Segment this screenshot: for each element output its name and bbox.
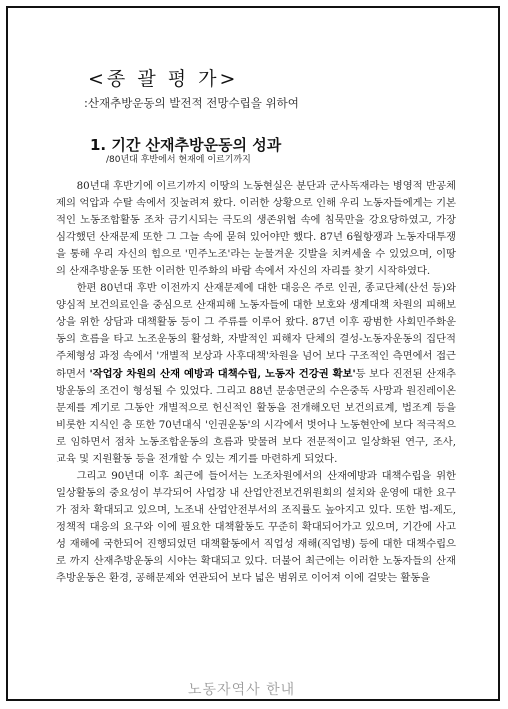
paragraph-2-highlight: '작업장 차원의 산재 예방과 대책수립, 노동자 건강권 확보' (89, 367, 356, 380)
document-subtitle: :산재추방운동의 발전적 전망수립을 위하여 (84, 96, 299, 110)
document-title: <종 괄 평 가> (88, 68, 239, 90)
watermark: 노동자역사 한내 (188, 682, 296, 698)
paragraph-2-before: 한편 80년대 후반 이전까지 산재문제에 대한 대응은 주로 인권, 종교단체(산선 등)와 양심적 보건의료인을 중심으로 산재피해 노동자들에 대한 보호와 생계대책 차원의 피해보상을 위한 상담과 대책활동 등이 그 주류를 이루어 왔다. 87년 이후 광범한 사회민주화운동의 흐름을 타고 노조운동의 활성화, 자발적인 피해자 단체의 결성-노동자운동의 집단적 주체형성 과정 속에서 '개별적 보상과 사후대책'차원을 넘어 보다 구조적인 측면에서 접근하면서 (56, 282, 456, 380)
paragraph-1: 80년대 후반기에 이르기까지 이땅의 노동현실은 분단과 군사독재라는 병영적 반공체제의 억압과 수탈 속에서 짓눌려져 왔다. 이러한 상황으로 인해 우리 노동자들에게는 기본적인 노동조합활동 조차 금기시되는 극도의 생존위협 속에 침묵만을 강요당하였고, 가장 심각했던 산재문제 또한 그 그늘 속에 묻혀 있어야만 했다. 87년 6월항쟁과 노동자대투쟁을 통해 우리 자신의 힘으로 '민주노조'라는 눈물겨운 깃발을 치켜세울 수 있었으며, 이땅의 산재추방운동 또한 이러한 민주화의 바람 속에서 자신의 자리를 찾기 시작하였다. (56, 180, 456, 278)
body-text (56, 178, 456, 587)
paragraph-2-after: 등 보다 진전된 산재추방운동의 조건이 형성될 수 있었다. 그리고 88년 문송면군의 수은중독 사망과 원진레이온 문제를 계기로 그동안 개별적으로 헌신적인 활동을 전개해오던 보건의료계, 법조계 등을 비롯한 지식인 층 또한 70년대식 '인권운동'의 시각에서 벗어나 노동현안에 보다 적극적으로 임하면서 점차 노동조합운동의 흐름과 맞물려 보다 전문적이고 일상화된 연구, 조사, 교육 및 지원활동 등을 전개할 수 있는 계기를 마련하게 되었다. (56, 367, 456, 465)
paragraph-2 (56, 280, 456, 468)
paragraph-3: 그리고 90년대 이후 최근에 들어서는 노조차원에서의 산재예방과 대책수립을 위한 일상활동의 중요성이 부각되어 사업장 내 산업안전보건위원회의 설치와 운영에 대한 요구가 점차 확대되고 있으며, 노조내 산업안전부서의 조직률도 높아지고 있다. 또한 법-제도, 정책적 대응의 요구와 이에 필요한 대책활동도 꾸준히 확대되어가고 있으며, 기간에 사고성 재해에 국한되어 진행되었던 대책활동에서 직업성 재해(직업병) 등에 대한 대책수립으로 까지 산재추방운동의 시야는 확대되고 있다. 더불어 최근에는 이러한 노동자들의 산재추방운동은 환경, 공해문제와 연관되어 보다 넓은 범위로 이어져 이에 걸맞는 활동을 (56, 469, 456, 585)
section-subheading: /80년대 후반에서 현재에 이르기까지 (106, 155, 251, 165)
section-heading: 1. 기간 산재추방운동의 성과 (90, 136, 282, 154)
